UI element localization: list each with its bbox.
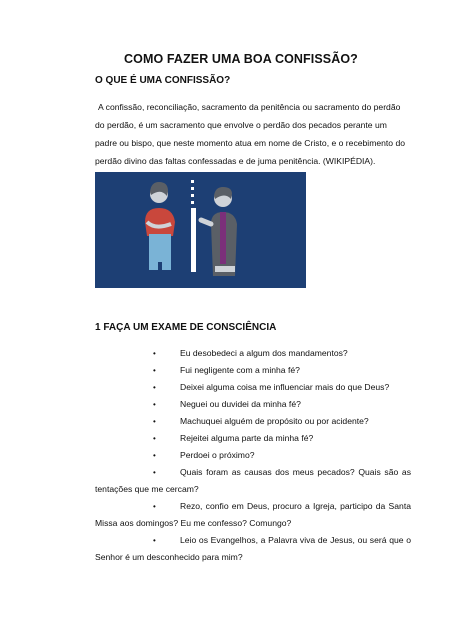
page-title: COMO FAZER UMA BOA CONFISSÃO? xyxy=(124,52,358,66)
examination-list xyxy=(95,345,411,566)
confessional-screen xyxy=(191,208,196,272)
bullet-icon: • xyxy=(153,468,156,477)
bullet-icon: • xyxy=(153,434,156,443)
bullet-icon: • xyxy=(153,366,156,375)
illustration-background xyxy=(95,172,306,288)
list-item: • Quais foram as causas dos meus pecados? Quais são as tentações que me cercam? xyxy=(95,464,411,498)
bullet-icon: • xyxy=(153,536,156,545)
subtitle-heading: O QUE É UMA CONFISSÃO? xyxy=(95,75,231,86)
list-item: • Rejeitei alguma parte da minha fé? xyxy=(95,430,411,447)
list-item: • Fui negligente com a minha fé? xyxy=(95,362,411,379)
list-item: • Neguei ou duvidei da minha fé? xyxy=(95,396,411,413)
bullet-icon: • xyxy=(153,451,156,460)
bullet-icon: • xyxy=(153,502,156,511)
confession-illustration-icon xyxy=(95,172,306,288)
bullet-icon: • xyxy=(153,383,156,392)
list-item: • Leio os Evangelhos, a Palavra viva de Jesus, ou será que o Senhor é um desconhecido para mim? xyxy=(95,532,411,566)
list-item: • Eu desobedeci a algum dos mandamentos? xyxy=(95,345,411,362)
definition-paragraph-text: A confissão, reconciliação, sacramento da penitência ou sacramento do perdão do perdão, é um sacramento que envolve o perdão dos pecados perante um padre ou bispo, que neste momento atua em nome de Cristo, e o recebimento do perdão divino das faltas confessadas e de juma penitência. (WIKIPÉDIA). xyxy=(95,102,406,166)
bullet-icon: • xyxy=(153,417,156,426)
confession-illustration-graphic xyxy=(95,172,306,288)
section-heading: 1 FAÇA UM EXAME DE CONSCIÊNCIA xyxy=(95,322,277,333)
definition-paragraph xyxy=(95,98,411,170)
list-item: • Machuquei alguém de propósito ou por acidente? xyxy=(95,413,411,430)
bullet-icon: • xyxy=(153,349,156,358)
list-item: • Deixei alguma coisa me influenciar mais do que Deus? xyxy=(95,379,411,396)
list-item: • Perdoei o próximo? xyxy=(95,447,411,464)
bullet-icon: • xyxy=(153,400,156,409)
list-item: • Rezo, confio em Deus, procuro a Igreja, participo da Santa Missa aos domingos? Eu me confesso? Comungo? xyxy=(95,498,411,532)
